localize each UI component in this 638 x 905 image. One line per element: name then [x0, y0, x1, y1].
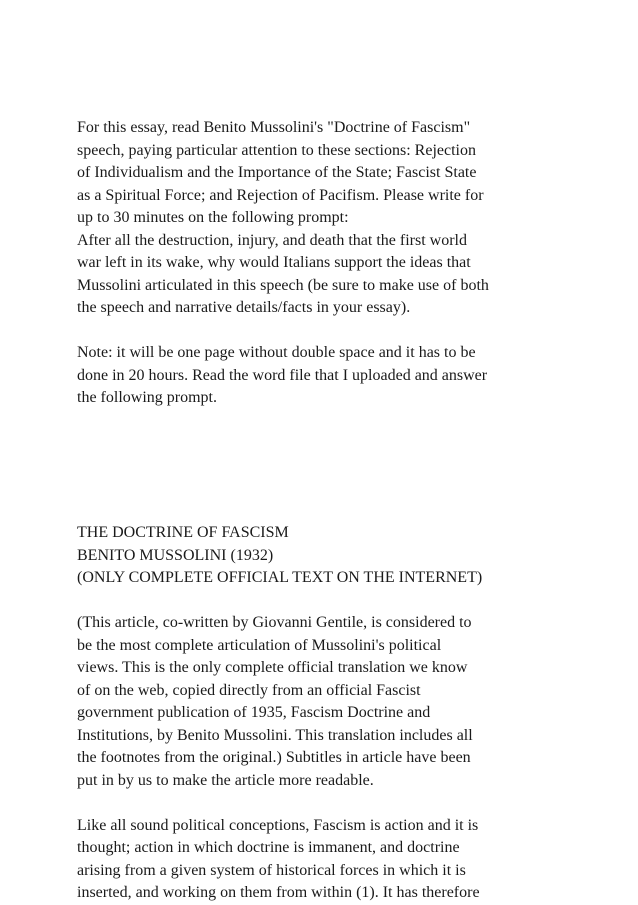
paragraph-spacer: [77, 792, 617, 815]
doctrine-author: BENITO MUSSOLINI (1932): [77, 546, 274, 564]
text-line: up to 30 minutes on the following prompt:: [77, 209, 349, 226]
text-line: speech, paying particular attention to these sections: Rejection: [77, 141, 476, 159]
text-line: For this essay, read Benito Mussolini's "Doctrine of Fascism": [77, 119, 471, 136]
text-line: of on the web, copied directly from an official Fascist: [77, 681, 421, 699]
text-line: put in by us to make the article more readable.: [77, 771, 374, 789]
essay-prompt-paragraph: [77, 117, 617, 320]
paragraph-spacer: [77, 590, 617, 613]
note-paragraph: [77, 342, 617, 410]
paragraph-spacer: [77, 320, 617, 343]
doctrine-heading: [77, 522, 617, 590]
text-line: (This article, co-written by Giovanni Gentile, is considered to: [77, 614, 472, 631]
text-line: as a Spiritual Force; and Rejection of Pacifism. Please write for: [77, 186, 484, 204]
text-line: the speech and narrative details/facts in your essay).: [77, 299, 411, 316]
text-line: Mussolini articulated in this speech (be sure to make use of both: [77, 276, 489, 294]
text-line: After all the destruction, injury, and death that the first world: [77, 231, 467, 249]
section-spacer: [77, 410, 617, 523]
doctrine-title: THE DOCTRINE OF FASCISM: [77, 524, 289, 541]
text-line: Note: it will be one page without double space and it has to be: [77, 344, 476, 361]
text-line: the following prompt.: [77, 389, 217, 406]
text-line: inserted, and working on them from within (1). It has therefore: [77, 884, 480, 901]
text-line: Institutions, by Benito Mussolini. This translation includes all: [77, 726, 473, 744]
text-line: done in 20 hours. Read the word file that I uploaded and answer: [77, 366, 488, 384]
text-line: views. This is the only complete official translation we know: [77, 659, 468, 676]
text-line: arising from a given system of historical forces in which it is: [77, 861, 466, 879]
text-line: be the most complete articulation of Mussolini's political: [77, 636, 442, 654]
document-body: [77, 117, 617, 905]
text-line: thought; action in which doctrine is immanent, and doctrine: [77, 839, 460, 856]
text-line: of Individualism and the Importance of the State; Fascist State: [77, 164, 477, 181]
body-paragraph: [77, 815, 617, 905]
intro-paragraph: [77, 612, 617, 792]
text-line: Like all sound political conceptions, Fascism is action and it is: [77, 816, 479, 834]
text-line: war left in its wake, why would Italians support the ideas that: [77, 254, 471, 271]
text-line: government publication of 1935, Fascism Doctrine and: [77, 704, 431, 721]
text-line: the footnotes from the original.) Subtitles in article have been: [77, 749, 471, 766]
doctrine-subtitle: (ONLY COMPLETE OFFICIAL TEXT ON THE INTERNET): [77, 569, 483, 586]
